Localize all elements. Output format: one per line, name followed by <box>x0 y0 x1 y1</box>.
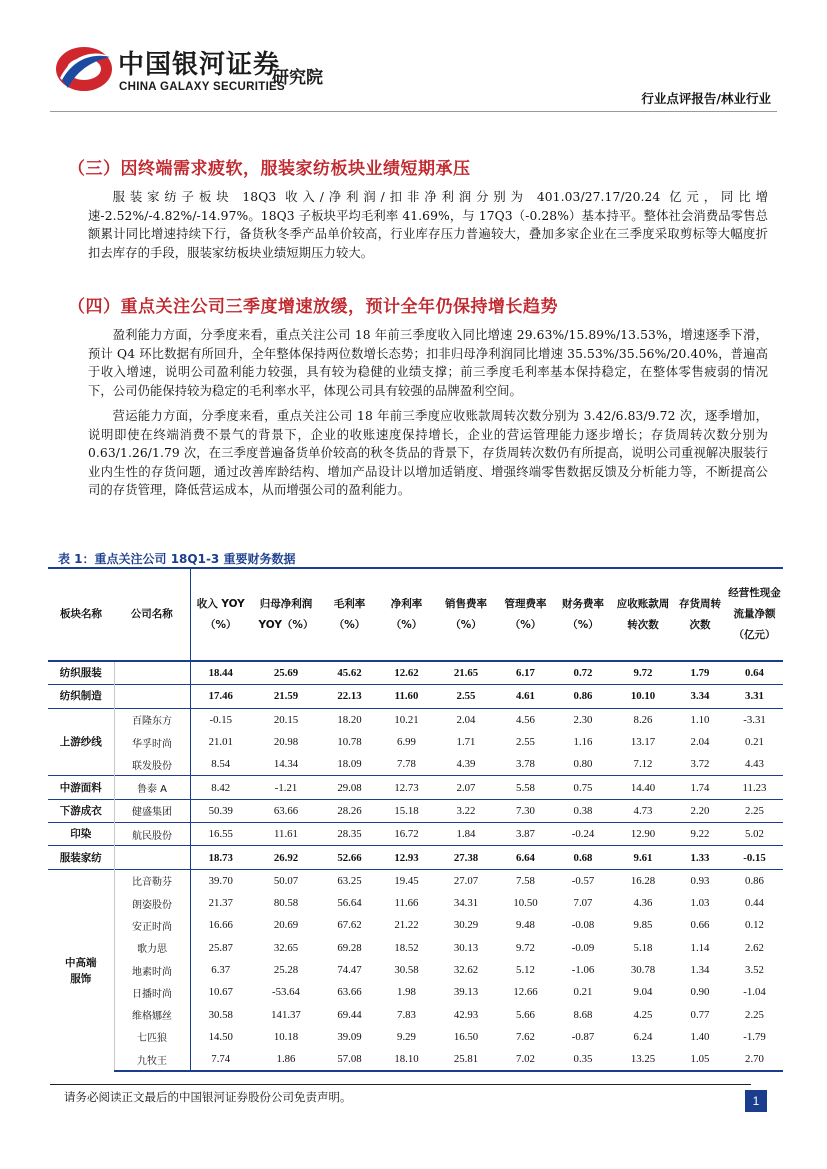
value-cell: 5.02 <box>726 823 783 846</box>
value-cell: 39.70 <box>190 869 251 892</box>
value-cell: 2.55 <box>435 685 497 708</box>
company-cell: 比音勒芬 <box>114 869 190 892</box>
value-cell: -0.87 <box>571 1030 595 1043</box>
value-cell: 10.21 <box>378 708 435 731</box>
value-cell: 1.10 <box>674 708 726 731</box>
column-header: 管理费率（%） <box>497 568 554 661</box>
value-cell: 50.39 <box>190 799 251 822</box>
value-cell: 7.78 <box>397 758 416 771</box>
value-cell: 5.12 <box>516 964 535 976</box>
value-cell: 25.69 <box>251 661 321 685</box>
table-header-row <box>48 568 783 661</box>
financial-table <box>48 567 783 1072</box>
brand-name-en: CHINA GALAXY SECURITIES <box>119 81 286 93</box>
value-cell: 0.21 <box>745 736 764 749</box>
table-row <box>48 959 783 981</box>
value-cell: -0.09 <box>571 941 595 954</box>
company-cell: 九牧王 <box>114 1048 190 1071</box>
value-cell: 9.72 <box>612 661 674 685</box>
value-cell: 9.48 <box>516 919 535 932</box>
value-cell: 21.22 <box>394 919 419 932</box>
galaxy-logo-icon <box>50 44 114 94</box>
value-cell: 29.08 <box>321 776 378 799</box>
value-cell: 28.26 <box>321 799 378 822</box>
value-cell: 18.44 <box>190 661 251 685</box>
column-header: 归母净利润 YOY（%） <box>251 568 321 661</box>
value-cell: 3.22 <box>435 799 497 822</box>
value-cell: 0.12 <box>745 919 764 932</box>
value-cell: 0.44 <box>745 897 764 910</box>
table-row <box>48 685 783 708</box>
column-header: 板块名称 <box>48 568 114 661</box>
value-cell: 1.33 <box>674 846 726 869</box>
value-cell: 9.72 <box>516 941 535 954</box>
value-cell: 50.07 <box>251 869 321 892</box>
value-cell: 63.66 <box>251 799 321 822</box>
value-cell: 4.61 <box>497 685 554 708</box>
company-cell: 维格娜丝 <box>114 1003 190 1025</box>
value-cell: 69.28 <box>337 941 362 954</box>
value-cell: 14.50 <box>208 1030 233 1043</box>
sector-cell: 下游成衣 <box>48 799 114 822</box>
value-cell: 0.68 <box>554 846 612 869</box>
company-cell: 日播时尚 <box>114 981 190 1003</box>
value-cell: 57.08 <box>321 1048 378 1071</box>
sector-cell: 中游面料 <box>48 776 114 799</box>
value-cell: 8.26 <box>612 708 674 731</box>
value-cell: 21.59 <box>251 685 321 708</box>
value-cell: 16.72 <box>378 823 435 846</box>
value-cell: 11.60 <box>378 685 435 708</box>
value-cell: 22.13 <box>321 685 378 708</box>
value-cell: 7.83 <box>397 1008 416 1021</box>
value-cell: 12.90 <box>612 823 674 846</box>
value-cell: 26.92 <box>251 846 321 869</box>
value-cell: 63.66 <box>337 986 362 999</box>
value-cell: 7.62 <box>516 1030 535 1043</box>
value-cell: 9.04 <box>633 986 653 999</box>
company-cell: 朗姿股份 <box>114 892 190 914</box>
value-cell: 4.39 <box>456 758 476 771</box>
value-cell: 2.04 <box>690 736 710 749</box>
value-cell: 17.46 <box>190 685 251 708</box>
value-cell: 7.74 <box>190 1048 251 1071</box>
value-cell: 0.64 <box>726 661 783 685</box>
value-cell: 27.07 <box>435 869 497 892</box>
value-cell: 3.31 <box>726 685 783 708</box>
value-cell: 30.13 <box>453 941 479 954</box>
company-cell: 航民股份 <box>114 823 190 846</box>
value-cell: 10.78 <box>337 736 362 749</box>
value-cell: 141.37 <box>271 1008 301 1021</box>
value-cell: 6.17 <box>497 661 554 685</box>
value-cell: 4.43 <box>745 758 764 771</box>
value-cell: 1.14 <box>690 941 710 954</box>
value-cell: 0.21 <box>573 986 593 999</box>
footer-divider <box>50 1084 751 1085</box>
table-row <box>48 1048 783 1071</box>
value-cell: 0.38 <box>554 799 612 822</box>
value-cell: 20.98 <box>273 736 299 749</box>
value-cell: 1.98 <box>397 986 416 999</box>
value-cell: 21.01 <box>208 736 233 749</box>
value-cell: 1.34 <box>690 964 710 976</box>
value-cell: 1.05 <box>674 1048 726 1071</box>
value-cell: 16.66 <box>208 919 233 932</box>
section-4-body <box>88 326 768 500</box>
paragraph: 盈利能力方面，分季度来看，重点关注公司 18 年前三季度收入同比增速 29.63%/15.89%/13.53%，增速逐季下滑，预计 Q4 环比数据有所回升，全年整体保持两位数增长态势；扣非归母净利润同比增速 35.53%/35.56%/20.40%，普遍高于收入增速，说明公司盈利能力较强，具有较为稳健的业绩支撑；前三季度毛利率基本保持稳定，在整体零售疲弱的情况下，公司仍能保持较为稳定的毛利率水平，体现公司具有较强的品牌盈利空间。 <box>88 328 768 398</box>
paragraph: 营运能力方面，分季度来看，重点关注公司 18 年前三季度应收账款周转次数分别为 3.42/6.83/9.72 次，逐季增加，说明即使在终端消费不景气的背景下，企业的收账速度保持增长，企业的营运管理能力逐步增长；存货周转次数分别为 0.63/1.26/1.79 次，在三季度普遍备货单价较高的秋冬货品的背景下，存货周转次数仍有所提高，说明公司重视解决服装行业内生性的存货问题，通过改善库龄结构、增加产品设计以增加适销度、增强终端零售数据反馈及分析能力等，不断提高公司的存货管理，降低营运成本，从而增强公司的盈利能力。 <box>88 409 768 497</box>
table-row <box>48 1003 783 1025</box>
value-cell: 0.90 <box>690 986 710 999</box>
value-cell: 4.73 <box>612 799 674 822</box>
company-cell <box>114 846 190 869</box>
column-header: 毛利率（%） <box>321 568 378 661</box>
value-cell: 18.20 <box>321 708 378 731</box>
sector-cell: 印染 <box>48 823 114 846</box>
value-cell: -0.15 <box>726 846 783 869</box>
value-cell: -0.57 <box>554 869 612 892</box>
value-cell: 69.44 <box>337 1008 362 1021</box>
value-cell: 28.35 <box>321 823 378 846</box>
value-cell: 3.78 <box>516 758 535 771</box>
value-cell: 34.31 <box>453 897 479 910</box>
institute-label: 研究院 <box>272 68 323 88</box>
value-cell: 13.17 <box>630 736 656 749</box>
value-cell: 1.79 <box>674 661 726 685</box>
value-cell: 7.02 <box>497 1048 554 1071</box>
value-cell: 18.73 <box>190 846 251 869</box>
table-row <box>48 708 783 731</box>
sector-cell: 纺织服装 <box>48 661 114 685</box>
column-header: 应收账款周转次数 <box>612 568 674 661</box>
value-cell: 4.36 <box>633 897 653 910</box>
brand-name-cn: 中国银河证券 <box>118 50 281 80</box>
value-cell: 6.24 <box>633 1030 653 1043</box>
column-header: 存货周转次数 <box>674 568 726 661</box>
value-cell: 8.42 <box>190 776 251 799</box>
value-cell: 56.64 <box>337 897 362 910</box>
value-cell: 14.40 <box>612 776 674 799</box>
value-cell: 13.25 <box>612 1048 674 1071</box>
value-cell: 16.55 <box>190 823 251 846</box>
company-cell: 华孚时尚 <box>114 731 190 753</box>
footer-disclaimer: 请务必阅读正文最后的中国银河证券股份公司免责声明。 <box>64 1090 352 1104</box>
value-cell: 12.66 <box>513 986 538 999</box>
table-row <box>48 937 783 959</box>
table-row <box>48 981 783 1003</box>
table-row <box>48 753 783 776</box>
value-cell: 1.03 <box>690 897 710 910</box>
value-cell: 8.68 <box>573 1008 593 1021</box>
value-cell: 0.80 <box>573 758 593 771</box>
value-cell: 4.25 <box>633 1008 653 1021</box>
value-cell: 9.85 <box>633 919 653 932</box>
value-cell: 6.37 <box>211 964 231 976</box>
value-cell: 6.99 <box>397 736 416 749</box>
value-cell: 39.13 <box>453 986 479 999</box>
value-cell: 15.18 <box>378 799 435 822</box>
table-row <box>48 1026 783 1048</box>
value-cell: -53.64 <box>272 986 300 999</box>
value-cell: 10.50 <box>513 897 538 910</box>
value-cell: 0.86 <box>726 869 783 892</box>
report-type: 行业点评报告/林业行业 <box>641 91 771 106</box>
value-cell: 30.58 <box>208 1008 233 1021</box>
value-cell: 2.04 <box>435 708 497 731</box>
value-cell: 7.30 <box>497 799 554 822</box>
column-header: 经营性现金流量净额（亿元） <box>726 568 783 661</box>
value-cell: 32.65 <box>273 941 299 954</box>
company-cell: 安正时尚 <box>114 914 190 936</box>
value-cell: 1.16 <box>573 736 593 749</box>
value-cell: 21.65 <box>435 661 497 685</box>
value-cell: -1.04 <box>743 986 766 999</box>
value-cell: 10.10 <box>612 685 674 708</box>
value-cell: 2.30 <box>554 708 612 731</box>
value-cell: 5.66 <box>516 1008 535 1021</box>
value-cell: 42.93 <box>453 1008 479 1021</box>
table-row <box>48 776 783 799</box>
value-cell: 2.07 <box>435 776 497 799</box>
table-row <box>48 869 783 892</box>
value-cell: 16.28 <box>612 869 674 892</box>
table-row <box>48 846 783 869</box>
value-cell: 0.35 <box>554 1048 612 1071</box>
value-cell: 20.69 <box>273 919 299 932</box>
value-cell: 0.77 <box>690 1008 710 1021</box>
value-cell: -1.06 <box>571 964 595 976</box>
value-cell: 39.09 <box>337 1030 362 1043</box>
value-cell: 3.34 <box>674 685 726 708</box>
value-cell: 9.22 <box>674 823 726 846</box>
value-cell: 3.87 <box>497 823 554 846</box>
value-cell: 32.62 <box>453 964 479 976</box>
value-cell: 7.07 <box>573 897 593 910</box>
company-cell: 地素时尚 <box>114 959 190 981</box>
value-cell: 12.73 <box>378 776 435 799</box>
value-cell: -1.79 <box>743 1030 766 1043</box>
value-cell: 18.10 <box>378 1048 435 1071</box>
value-cell: 0.66 <box>690 919 710 932</box>
value-cell: 80.58 <box>273 897 299 910</box>
value-cell: 9.29 <box>397 1030 416 1043</box>
value-cell: 52.66 <box>321 846 378 869</box>
table-row <box>48 799 783 822</box>
value-cell: 25.87 <box>208 941 233 954</box>
value-cell: 1.71 <box>456 736 476 749</box>
table-row <box>48 892 783 914</box>
column-header: 收入 YOY（%） <box>190 568 251 661</box>
column-header: 公司名称 <box>114 568 190 661</box>
value-cell: 2.55 <box>516 736 535 749</box>
value-cell: 16.50 <box>453 1030 479 1043</box>
value-cell: 7.58 <box>497 869 554 892</box>
value-cell: 1.40 <box>690 1030 710 1043</box>
value-cell: 10.18 <box>273 1030 299 1043</box>
value-cell: 2.62 <box>745 941 764 954</box>
sector-cell: 中高端服饰 <box>48 869 114 1071</box>
value-cell: 25.81 <box>435 1048 497 1071</box>
value-cell: -1.21 <box>251 776 321 799</box>
value-cell: 5.58 <box>497 776 554 799</box>
page-number: 1 <box>745 1090 767 1112</box>
value-cell: 74.47 <box>337 964 362 976</box>
company-cell: 歌力思 <box>114 937 190 959</box>
value-cell: 21.37 <box>208 897 233 910</box>
column-header: 财务费率（%） <box>554 568 612 661</box>
value-cell: 30.29 <box>453 919 479 932</box>
value-cell: 27.38 <box>435 846 497 869</box>
value-cell: 4.56 <box>497 708 554 731</box>
section-heading-4: （四）重点关注公司三季度增速放缓，预计全年仍保持增长趋势 <box>68 297 558 317</box>
company-cell: 健盛集团 <box>114 799 190 822</box>
value-cell: 1.84 <box>435 823 497 846</box>
company-cell <box>114 661 190 685</box>
value-cell: 5.18 <box>633 941 653 954</box>
value-cell: 2.25 <box>726 799 783 822</box>
section-heading-3: （三）因终端需求疲软，服装家纺板块业绩短期承压 <box>68 159 471 179</box>
value-cell: 11.66 <box>394 897 419 910</box>
value-cell: 0.86 <box>554 685 612 708</box>
table-row <box>48 661 783 685</box>
value-cell: -3.31 <box>726 708 783 731</box>
table-caption: 表 1：重点关注公司 18Q1-3 重要财务数据 <box>58 552 296 566</box>
value-cell: 63.25 <box>321 869 378 892</box>
value-cell: 0.72 <box>554 661 612 685</box>
value-cell: 3.52 <box>745 964 764 976</box>
value-cell: 0.75 <box>554 776 612 799</box>
value-cell: 12.93 <box>378 846 435 869</box>
value-cell: 20.15 <box>251 708 321 731</box>
value-cell: 1.86 <box>251 1048 321 1071</box>
company-cell: 鲁泰 A <box>114 776 190 799</box>
column-header: 净利率（%） <box>378 568 435 661</box>
value-cell: 14.34 <box>273 758 299 771</box>
sector-cell: 服装家纺 <box>48 846 114 869</box>
column-header: 销售费率（%） <box>435 568 497 661</box>
table-row <box>48 731 783 753</box>
company-cell: 百隆东方 <box>114 708 190 731</box>
value-cell: 1.74 <box>674 776 726 799</box>
company-cell: 联发股份 <box>114 753 190 776</box>
value-cell: 3.72 <box>690 758 710 771</box>
value-cell: 30.78 <box>630 964 656 976</box>
table-row <box>48 823 783 846</box>
company-cell: 七匹狼 <box>114 1026 190 1048</box>
value-cell: 12.62 <box>378 661 435 685</box>
section-3-body <box>88 188 768 262</box>
paragraph: 服装家纺子板块 18Q3 收入/净利润/扣非净利润分别为 401.03/27.17/20.24 亿元，同比增速-2.52%/-4.82%/-14.97%。18Q3 子板块平均毛利率 41.69%，与 17Q3（-0.28%）基本持平。整体社会消费品零售总额累计同比增速持续下行，备货秋冬季产品单价较高，行业库存压力普遍较大，叠加多家企业在三季度采取剪标等大幅度折扣去库存的手段，服装家纺板块业绩短期压力较大。 <box>88 190 768 260</box>
value-cell: 2.25 <box>745 1008 764 1021</box>
value-cell: -0.08 <box>571 919 595 932</box>
value-cell: 11.23 <box>726 776 783 799</box>
value-cell: 9.61 <box>612 846 674 869</box>
value-cell: 11.61 <box>251 823 321 846</box>
table-row <box>48 914 783 936</box>
value-cell: 18.52 <box>394 941 419 954</box>
header-divider <box>50 111 777 112</box>
value-cell: 0.93 <box>674 869 726 892</box>
value-cell: 10.67 <box>208 986 233 999</box>
value-cell: -0.24 <box>554 823 612 846</box>
sector-cell: 上游纱线 <box>48 708 114 776</box>
value-cell: 7.12 <box>633 758 653 771</box>
value-cell: -0.15 <box>190 708 251 731</box>
value-cell: 6.64 <box>497 846 554 869</box>
value-cell: 8.54 <box>211 758 231 771</box>
value-cell: 67.62 <box>337 919 362 932</box>
company-cell <box>114 685 190 708</box>
value-cell: 45.62 <box>321 661 378 685</box>
value-cell: 30.58 <box>394 964 419 976</box>
sector-cell: 纺织制造 <box>48 685 114 708</box>
value-cell: 25.28 <box>273 964 299 976</box>
value-cell: 18.09 <box>337 758 362 771</box>
value-cell: 2.20 <box>674 799 726 822</box>
value-cell: 2.70 <box>726 1048 783 1071</box>
value-cell: 19.45 <box>378 869 435 892</box>
